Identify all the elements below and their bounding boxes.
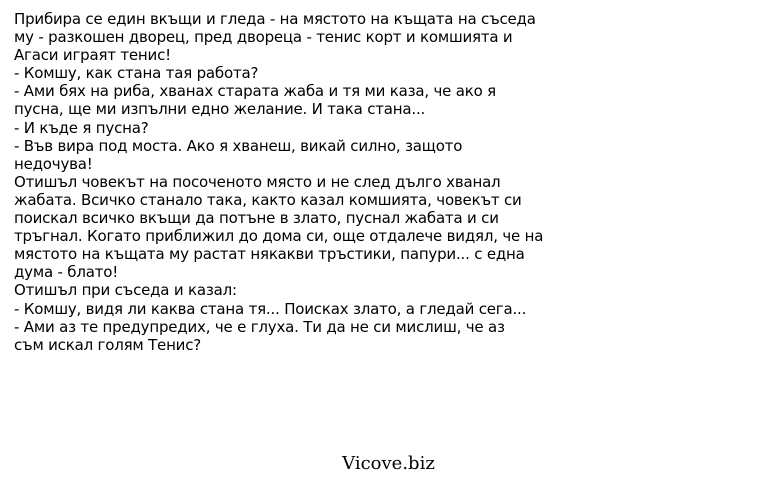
joke-line: - И къде я пусна? [14,118,149,137]
joke-line: мястото на къщата му растат някакви тръстики, папури... с една [14,245,525,264]
joke-line: Прибира се един вкъщи и гледа - на мястото на къщата на съседа [14,10,536,28]
joke-line: - Комшу, как стана тая работа? [14,64,259,83]
joke-line: - Във вира под моста. Ако я хванеш, викай силно, защото [14,136,463,155]
joke-line: поискал всичко вкъщи да потъне в злато, пуснал жабата и си [14,209,499,228]
joke-line: - Ами аз те предупредих, че е глуха. Ти да не си мислиш, че аз [14,317,505,336]
joke-line: тръгнал. Когато приближил до дома си, още отдалече видял, че на [14,227,544,246]
site-watermark: Vicove.biz [342,453,435,474]
joke-line: - Ами бях на риба, хванах старата жаба и тя ми каза, че ако я [14,82,496,101]
joke-line: Агаси играят тенис! [14,46,171,65]
joke-line: съм искал голям Тенис? [14,335,202,354]
joke-line: пусна, ще ми изпълни едно желание. И така стана... [14,100,426,119]
joke-line: му - разкошен дворец, пред двореца - тенис корт и комшията и [14,28,513,47]
joke-line: недочува! [14,154,93,173]
joke-text [14,10,614,354]
joke-line: - Комшу, видя ли каква стана тя... Поисках злато, а гледай сега... [14,299,527,318]
joke-line: Отишъл при съседа и казал: [14,281,237,300]
joke-line: Отишъл човекът на посоченото място и не след дълго хванал [14,172,501,191]
joke-line: жабата. Всичко станало така, както казал комшията, човекът си [14,190,522,209]
joke-line: дума - блато! [14,263,119,282]
